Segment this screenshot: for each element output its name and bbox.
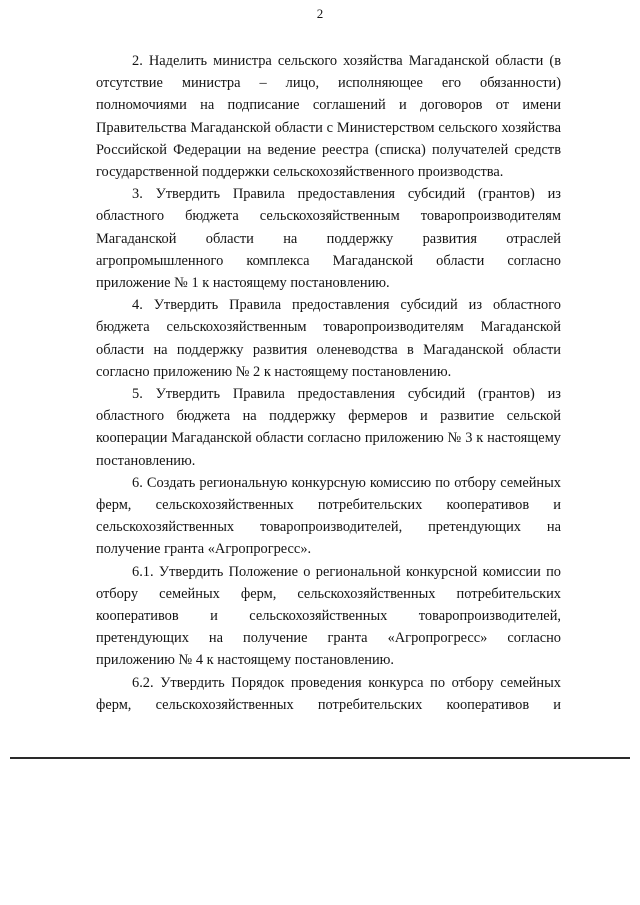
page-number: 2 (316, 6, 324, 21)
paragraph-6-1: 6.1. Утвердить Положение о региональной конкурсной комиссии по отбору семейных ферм, сельскохозяйственных потребительских кооперативов и сельскохозяйственных товаропроизводителей, претендующих на получение гранта «Агропрогресс» согласно приложению № 4 к настоящему постановлению. (96, 563, 561, 669)
footer-divider-line (10, 757, 630, 759)
paragraph-6-2: 6.2. Утвердить Порядок проведения конкурса по отбору семейных ферм, сельскохозяйственных потребительских кооперативов и (96, 674, 561, 713)
paragraph-4: 4. Утвердить Правила предоставления субсидий из областного бюджета сельскохозяйственным товаропроизводителям Магаданской области на поддержку развития оленеводства в Магаданской области согласно приложению № 2 к настоящему постановлению. (96, 297, 561, 380)
paragraph-6: 6. Создать региональную конкурсную комиссию по отбору семейных ферм, сельскохозяйственных потребительских кооперативов и сельскохозяйственных товаропроизводителей, претендующих на получение гранта «Агропрогресс». (96, 474, 561, 558)
document-body (96, 50, 561, 716)
paragraph-3: 3. Утвердить Правила предоставления субсидий (грантов) из областного бюджета сельскохозяйственным товаропроизводителям Магаданской области на поддержку развития отраслей агропромышленного комплекса Магаданской области согласно приложение № 1 к настоящему постановлению. (96, 186, 561, 292)
paragraph-5: 5. Утвердить Правила предоставления субсидий (грантов) из областного бюджета на поддержку фермеров и развитие сельской кооперации Магаданской области согласно приложению № 3 к настоящему постановлению. (96, 386, 561, 469)
paragraph-2: 2. Наделить министра сельского хозяйства Магаданской области (в отсутствие министра – лицо, исполняющее его обязанности) полномочиями на подписание соглашений и договоров от имени Правительства Магаданской области с Министерством сельского хозяйства Российской Федерации на ведение реестра (списка) получателей средств государственной поддержки сельскохозяйственного производства. (96, 53, 561, 181)
